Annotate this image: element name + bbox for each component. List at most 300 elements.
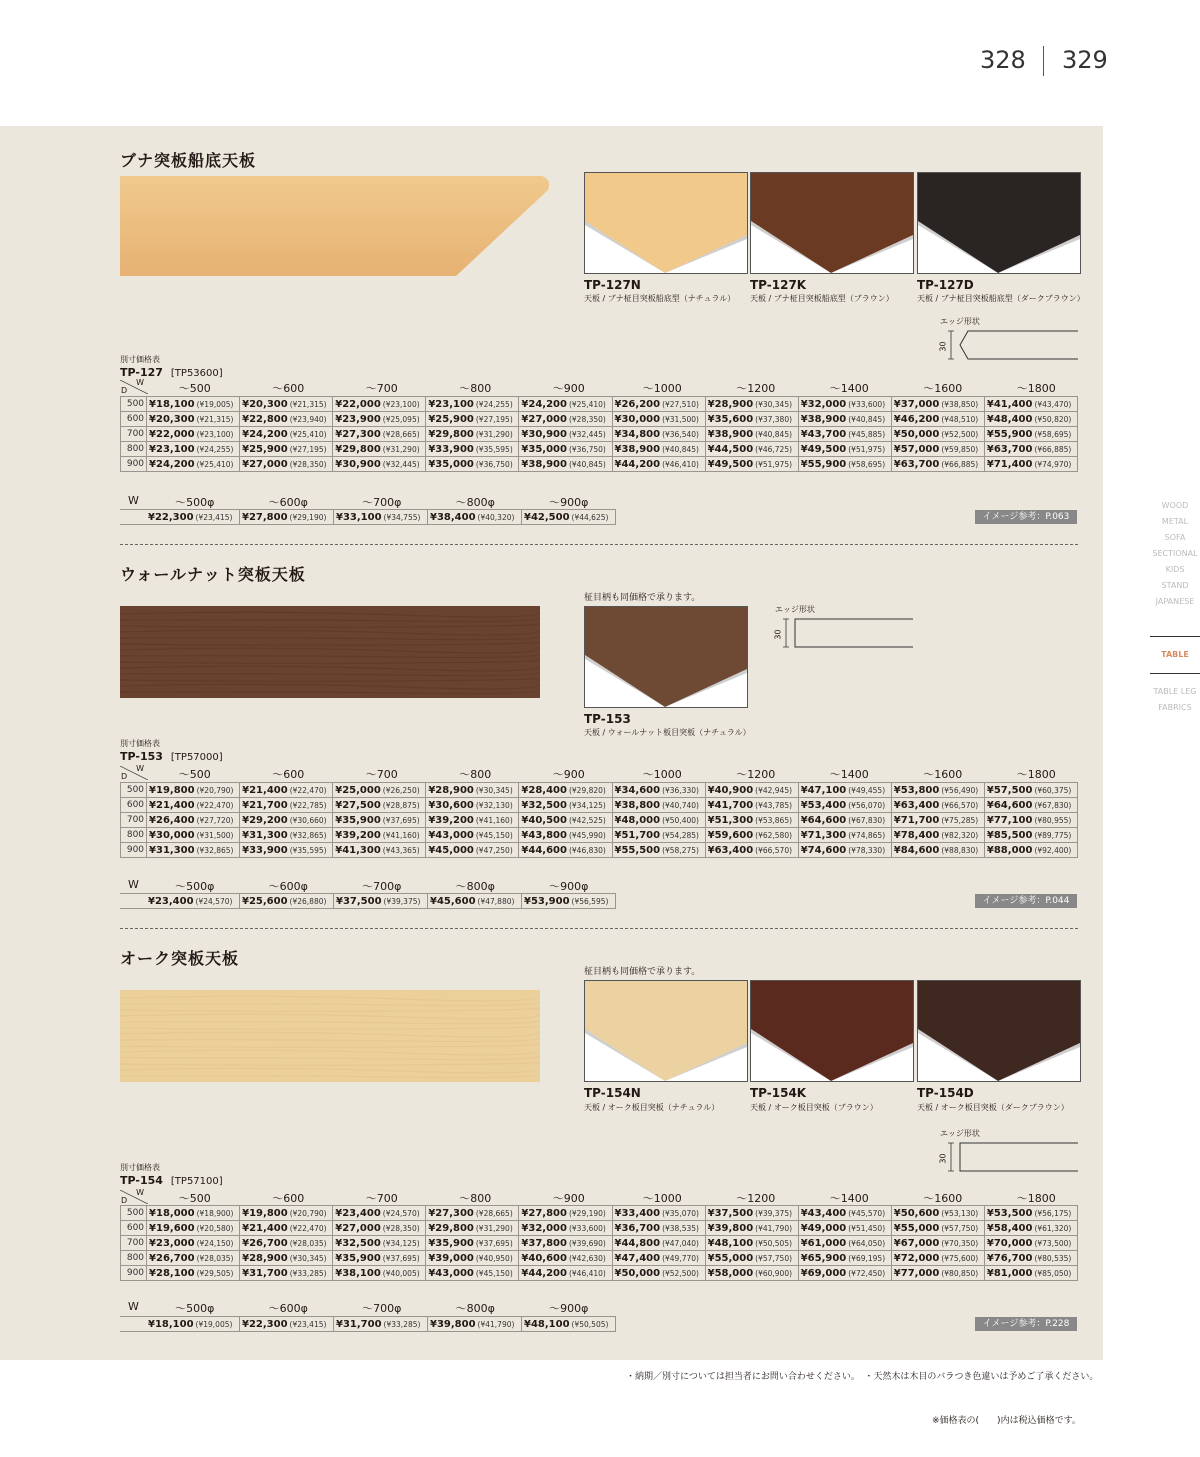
- price-cell: [891, 798, 984, 813]
- swatch-code: TP-154N: [584, 1086, 641, 1100]
- swatch-tp-153: [584, 606, 748, 708]
- width-header: ～1200: [736, 382, 776, 395]
- price: ¥38,900: [707, 429, 754, 440]
- price-cell: [891, 813, 984, 828]
- price: ¥25,900: [242, 444, 288, 455]
- price-tax: (¥36,330): [662, 786, 699, 795]
- width-header: ～500: [178, 1192, 211, 1205]
- price-tax: (¥24,255): [475, 400, 513, 409]
- price-cell: [612, 427, 705, 442]
- price-tax: (¥80,535): [1034, 1254, 1072, 1263]
- price-tax: (¥36,750): [568, 445, 606, 454]
- price-cell: [798, 397, 891, 412]
- price-tax: (¥60,375): [1034, 786, 1072, 795]
- round-size-header: ～700φ: [362, 496, 402, 509]
- price-cell: [984, 843, 1077, 858]
- price-cell: [984, 412, 1077, 427]
- price-cell: [798, 412, 891, 427]
- price-cell: [984, 397, 1077, 412]
- price-cell: [333, 1251, 426, 1266]
- price-cell: [333, 1206, 426, 1221]
- edge-shape-label: エッジ形状: [775, 605, 815, 614]
- wd-corner: [120, 1190, 148, 1204]
- sidebar-item[interactable]: METAL: [1161, 517, 1189, 526]
- price-tax: (¥30,345): [755, 400, 793, 409]
- width-header: ～900: [552, 768, 585, 781]
- price-tax: (¥59,850): [941, 445, 979, 454]
- price-tax: (¥37,695): [382, 816, 420, 825]
- price-tax: (¥22,470): [289, 786, 327, 795]
- price: ¥21,700: [242, 800, 288, 811]
- price: ¥21,400: [242, 1223, 288, 1234]
- image-reference-badge: イメージ参考：P.228: [975, 1317, 1077, 1331]
- table-row: [121, 457, 1078, 472]
- price-cell: [519, 427, 612, 442]
- price: ¥85,500: [986, 830, 1033, 841]
- width-header: ～600: [272, 382, 305, 395]
- price: ¥50,000: [614, 1268, 661, 1279]
- price-tax: (¥47,040): [662, 1239, 699, 1248]
- price-tax: (¥26,880): [289, 896, 327, 906]
- price-cell: [705, 813, 798, 828]
- price-tax: (¥38,535): [662, 1224, 699, 1233]
- swatch-tp-154n: [584, 980, 748, 1082]
- price-cell: [333, 1266, 426, 1281]
- price-tax: (¥43,785): [755, 801, 793, 810]
- price: ¥55,500: [614, 845, 661, 856]
- round-size-header: ～600φ: [268, 880, 308, 893]
- price-tax: (¥30,660): [289, 816, 327, 825]
- price: ¥26,400: [149, 815, 195, 826]
- depth-value: 500: [121, 397, 147, 412]
- price-tax: (¥32,865): [289, 831, 327, 840]
- sidebar-item[interactable]: WOOD: [1161, 501, 1189, 510]
- edge-thickness: 30: [938, 341, 948, 352]
- price-cell: [426, 412, 519, 427]
- round-price-cell: [240, 1317, 334, 1332]
- width-header: ～500: [178, 382, 211, 395]
- price-cell: [984, 1221, 1077, 1236]
- table-row: [121, 442, 1078, 457]
- depth-value: 800: [121, 828, 147, 843]
- price: ¥43,700: [800, 429, 847, 440]
- price: ¥38,900: [800, 414, 847, 425]
- price-tax: (¥29,505): [196, 1269, 234, 1278]
- price-tax: (¥34,125): [568, 801, 606, 810]
- price-cell: [984, 783, 1077, 798]
- edge-shape-diagram: [775, 618, 915, 650]
- width-header: ～800: [459, 768, 492, 781]
- depth-value: 500: [121, 783, 147, 798]
- price: ¥23,000: [149, 1238, 195, 1249]
- price-tax: (¥37,695): [475, 1239, 513, 1248]
- price: ¥40,600: [521, 1253, 567, 1264]
- price: ¥35,900: [335, 1253, 381, 1264]
- price-tax: (¥30,345): [289, 1254, 327, 1263]
- price-table: [120, 396, 1078, 472]
- price: ¥38,400: [430, 511, 476, 523]
- price-cell: [705, 412, 798, 427]
- price-cell: [519, 798, 612, 813]
- price-cell: [333, 798, 426, 813]
- width-header: ～700: [365, 1192, 398, 1205]
- w-label: W: [136, 764, 144, 773]
- price-cell: [798, 843, 891, 858]
- price-tax: (¥42,630): [568, 1254, 606, 1263]
- price-cell: [984, 813, 1077, 828]
- price: ¥34,600: [614, 785, 661, 796]
- price: ¥72,000: [893, 1253, 940, 1264]
- grain-note: 柾目柄も同価格で承ります。: [584, 593, 701, 603]
- table-row: [121, 798, 1078, 813]
- price-cell: [240, 442, 333, 457]
- price-cell: [333, 442, 426, 457]
- swatch-tp-154d: [917, 980, 1081, 1082]
- round-table-header: [120, 494, 610, 508]
- price-tax: (¥33,285): [289, 1269, 327, 1278]
- price-tax: (¥82,320): [941, 831, 979, 840]
- price: ¥28,900: [707, 399, 754, 410]
- price-cell: [333, 1236, 426, 1251]
- price-cell: [147, 427, 240, 442]
- swatch-code: TP-127N: [584, 278, 641, 292]
- price-cell: [240, 1206, 333, 1221]
- sidebar-item[interactable]: STAND: [1161, 581, 1189, 590]
- sidebar-item[interactable]: SOFA: [1164, 533, 1186, 542]
- price-tax: (¥33,285): [383, 1319, 421, 1329]
- table-row: [121, 427, 1078, 442]
- round-size-header: ～900φ: [549, 496, 589, 509]
- price-cell: [705, 1266, 798, 1281]
- wd-corner: [120, 380, 148, 394]
- price: ¥39,200: [335, 830, 381, 841]
- round-price-cell: [428, 510, 522, 525]
- table-row: [121, 783, 1078, 798]
- price-cell: [147, 1251, 240, 1266]
- width-header: ～1800: [1016, 382, 1056, 395]
- sidebar-item[interactable]: KIDS: [1165, 565, 1185, 574]
- price-tax: (¥51,975): [755, 460, 793, 469]
- price-cell: [984, 1266, 1077, 1281]
- price-tax: (¥23,415): [195, 512, 233, 522]
- sidebar-item[interactable]: SECTIONAL: [1152, 549, 1198, 558]
- price: ¥41,300: [335, 845, 381, 856]
- price-tax: (¥66,570): [755, 846, 793, 855]
- price-tax: (¥54,285): [662, 831, 699, 840]
- price-tax: (¥46,410): [662, 460, 699, 469]
- round-size-header: ～700φ: [362, 880, 402, 893]
- price: ¥23,100: [149, 444, 195, 455]
- price-tax: (¥31,290): [475, 1224, 513, 1233]
- price-tax: (¥29,820): [568, 786, 606, 795]
- price-tax: (¥58,695): [848, 460, 886, 469]
- tabletop-board-image: [120, 990, 540, 1082]
- price: ¥77,000: [893, 1268, 940, 1279]
- sidebar-item[interactable]: TABLE: [1161, 650, 1189, 659]
- price: ¥30,000: [614, 414, 661, 425]
- depth-value: 900: [121, 457, 147, 472]
- price-tax: (¥48,510): [941, 415, 979, 424]
- price: ¥67,000: [893, 1238, 940, 1249]
- sidebar-item[interactable]: JAPANESE: [1155, 597, 1195, 606]
- grain-note: 柾目柄も同価格で承ります。: [584, 967, 701, 977]
- price-cell: [240, 1266, 333, 1281]
- price-cell: [612, 412, 705, 427]
- price-tax: (¥43,470): [1034, 400, 1072, 409]
- price-tax: (¥22,785): [289, 801, 327, 810]
- sidebar-item[interactable]: TABLE LEG: [1153, 687, 1197, 696]
- price-tax: (¥45,990): [568, 831, 606, 840]
- price-tax: (¥42,525): [568, 816, 606, 825]
- price-tax: (¥50,820): [1034, 415, 1072, 424]
- price-cell: [891, 783, 984, 798]
- price: ¥30,900: [521, 429, 567, 440]
- price-cell: [147, 843, 240, 858]
- price-cell: [426, 1221, 519, 1236]
- price: ¥48,000: [614, 815, 661, 826]
- price-tax: (¥38,850): [941, 400, 979, 409]
- price-cell: [519, 843, 612, 858]
- price-tax: (¥22,470): [289, 1224, 327, 1233]
- wd-corner: [120, 766, 148, 780]
- price-cell: [612, 813, 705, 828]
- page-number-right: 329: [1062, 46, 1108, 74]
- price: ¥33,400: [614, 1208, 661, 1219]
- round-size-header: ～700φ: [362, 1302, 402, 1315]
- price-cell: [612, 783, 705, 798]
- price: ¥31,700: [336, 1318, 382, 1330]
- round-price-cell: [334, 894, 428, 909]
- price: ¥48,100: [707, 1238, 754, 1249]
- price-cell: [705, 1251, 798, 1266]
- round-price-table: [120, 893, 616, 909]
- price: ¥81,000: [986, 1268, 1033, 1279]
- price-cell: [147, 1266, 240, 1281]
- price-tax: (¥29,190): [568, 1209, 606, 1218]
- price: ¥32,000: [521, 1223, 567, 1234]
- price-tax: (¥52,500): [941, 430, 979, 439]
- price: ¥84,600: [893, 845, 940, 856]
- footer-note-delivery: ・納期／別寸については担当者にお問い合わせください。 ・天然木は木目のバラつき色違いは予めご了承ください。: [626, 1372, 1099, 1382]
- swatch-description: 天板 / オーク板目突板（ナチュラル）: [584, 1103, 720, 1112]
- price: ¥32,500: [521, 800, 567, 811]
- price-tax: (¥24,255): [196, 445, 234, 454]
- round-table-header: [120, 878, 610, 892]
- price: ¥20,300: [242, 399, 288, 410]
- price-tax: (¥89,775): [1034, 831, 1072, 840]
- price-tax: (¥66,885): [941, 460, 979, 469]
- price: ¥24,200: [242, 429, 288, 440]
- price-tax: (¥58,275): [662, 846, 699, 855]
- price: ¥44,200: [614, 459, 661, 470]
- price-tax: (¥70,350): [941, 1239, 979, 1248]
- price: ¥19,800: [242, 1208, 288, 1219]
- price: ¥18,000: [149, 1208, 195, 1219]
- price: ¥47,400: [614, 1253, 661, 1264]
- price-cell: [798, 1206, 891, 1221]
- price-cell: [240, 798, 333, 813]
- round-price-cell: [522, 510, 616, 525]
- price-tax: (¥33,600): [848, 400, 886, 409]
- price-cell: [333, 1221, 426, 1236]
- price: ¥45,600: [430, 895, 476, 907]
- price-cell: [426, 397, 519, 412]
- price: ¥25,900: [428, 414, 474, 425]
- price-tax: (¥64,050): [848, 1239, 886, 1248]
- price: ¥77,100: [986, 815, 1033, 826]
- price-cell: [333, 457, 426, 472]
- price: ¥31,700: [242, 1268, 288, 1279]
- price: ¥39,200: [428, 815, 474, 826]
- price-cell: [705, 843, 798, 858]
- price-cell: [147, 813, 240, 828]
- table-code: [TP57000]: [170, 752, 223, 763]
- price-tax: (¥27,510): [662, 400, 699, 409]
- price: ¥43,000: [428, 830, 474, 841]
- price-cell: [891, 843, 984, 858]
- round-w-label: W: [128, 1300, 139, 1313]
- price: ¥25,600: [242, 895, 288, 907]
- table-row: [121, 397, 1078, 412]
- price-tax: (¥35,070): [662, 1209, 699, 1218]
- price-tax: (¥35,595): [475, 445, 513, 454]
- price-cell: [891, 427, 984, 442]
- price-tax: (¥69,195): [848, 1254, 886, 1263]
- price-cell: [333, 783, 426, 798]
- sidebar-item[interactable]: FABRICS: [1158, 703, 1192, 712]
- price: ¥43,000: [428, 1268, 474, 1279]
- price-tax: (¥49,455): [848, 786, 886, 795]
- price: ¥55,900: [800, 459, 847, 470]
- price-cell: [798, 783, 891, 798]
- depth-value: 600: [121, 798, 147, 813]
- price: ¥23,400: [335, 1208, 381, 1219]
- price-tax: (¥40,950): [475, 1254, 513, 1263]
- image-reference-badge: イメージ参考：P.044: [975, 894, 1077, 908]
- price-cell: [612, 798, 705, 813]
- price-tax: (¥56,490): [941, 786, 979, 795]
- price: ¥43,800: [521, 830, 567, 841]
- price: ¥38,100: [335, 1268, 381, 1279]
- price-tax: (¥62,580): [755, 831, 793, 840]
- price: ¥59,600: [707, 830, 754, 841]
- table-id-text: TP-154: [120, 1174, 163, 1187]
- width-header: ～800: [459, 382, 492, 395]
- price-tax: (¥45,570): [848, 1209, 886, 1218]
- price-cell: [705, 1206, 798, 1221]
- price-tax: (¥37,695): [382, 1254, 420, 1263]
- depth-value: 700: [121, 427, 147, 442]
- price-tax: (¥44,625): [571, 512, 609, 522]
- price: ¥33,900: [428, 444, 474, 455]
- price-cell: [519, 397, 612, 412]
- price: ¥27,800: [521, 1208, 567, 1219]
- round-price-cell: [334, 1317, 428, 1332]
- price: ¥38,800: [614, 800, 661, 811]
- price-cell: [891, 1251, 984, 1266]
- round-table-header: [120, 1300, 610, 1314]
- price: ¥64,600: [986, 800, 1033, 811]
- price-tax: (¥29,190): [289, 512, 327, 522]
- price: ¥35,000: [428, 459, 474, 470]
- page-numbers: [980, 46, 1108, 76]
- price-cell: [984, 828, 1077, 843]
- price-cell: [426, 1206, 519, 1221]
- price-cell: [426, 442, 519, 457]
- price-tax: (¥30,345): [475, 786, 513, 795]
- swatch-tp-154k: [750, 980, 914, 1082]
- price-tax: (¥35,595): [289, 846, 327, 855]
- price: ¥63,400: [893, 800, 940, 811]
- round-price-table: [120, 509, 616, 525]
- price-tax: (¥28,665): [382, 430, 420, 439]
- d-label: D: [121, 386, 128, 395]
- price: ¥41,700: [707, 800, 754, 811]
- price: ¥28,900: [428, 785, 474, 796]
- price-cell: [984, 1236, 1077, 1251]
- price-table-id: [120, 750, 223, 763]
- price-cell: [426, 1236, 519, 1251]
- price-cell: [798, 1266, 891, 1281]
- category-sidebar: [1150, 498, 1200, 716]
- price-cell: [240, 397, 333, 412]
- table-id-text: TP-127: [120, 366, 163, 379]
- price-cell: [798, 798, 891, 813]
- table-row: [121, 813, 1078, 828]
- price-tax: (¥58,695): [1034, 430, 1072, 439]
- price: ¥71,700: [893, 815, 940, 826]
- price-tax: (¥40,740): [662, 801, 699, 810]
- price-cell: [519, 1221, 612, 1236]
- table-code: [TP57100]: [170, 1176, 223, 1187]
- price: ¥40,500: [521, 815, 567, 826]
- round-price-cell: [522, 894, 616, 909]
- price: ¥23,400: [148, 895, 194, 907]
- swatch-code: TP-127K: [750, 278, 807, 292]
- price-cell: [612, 1236, 705, 1251]
- round-size-header: ～800φ: [455, 496, 495, 509]
- swatch-tp-127d: [917, 172, 1081, 274]
- price: ¥57,500: [986, 785, 1033, 796]
- price-tax: (¥56,595): [571, 896, 609, 906]
- d-label: D: [121, 1196, 128, 1205]
- price-tax: (¥31,500): [196, 831, 234, 840]
- price: ¥53,900: [524, 895, 570, 907]
- price-cell: [984, 1251, 1077, 1266]
- price-tax: (¥47,250): [475, 846, 513, 855]
- price: ¥26,700: [242, 1238, 288, 1249]
- price: ¥51,700: [614, 830, 661, 841]
- table-row: [121, 1251, 1078, 1266]
- round-price-cell: [334, 510, 428, 525]
- price-tax: (¥53,130): [941, 1209, 979, 1218]
- price: ¥19,800: [149, 785, 195, 796]
- price-cell: [426, 828, 519, 843]
- width-header: ～900: [552, 1192, 585, 1205]
- price-cell: [147, 457, 240, 472]
- price-cell: [891, 1236, 984, 1251]
- price: ¥43,400: [800, 1208, 847, 1219]
- price-tax: (¥80,955): [1034, 816, 1072, 825]
- price-cell: [798, 1221, 891, 1236]
- price-cell: [519, 412, 612, 427]
- round-size-header: ～800φ: [455, 1302, 495, 1315]
- price: ¥27,800: [242, 511, 288, 523]
- price-table-header: [120, 380, 1080, 394]
- price: ¥27,000: [335, 1223, 381, 1234]
- price-tax: (¥85,050): [1034, 1269, 1072, 1278]
- price-cell: [147, 1236, 240, 1251]
